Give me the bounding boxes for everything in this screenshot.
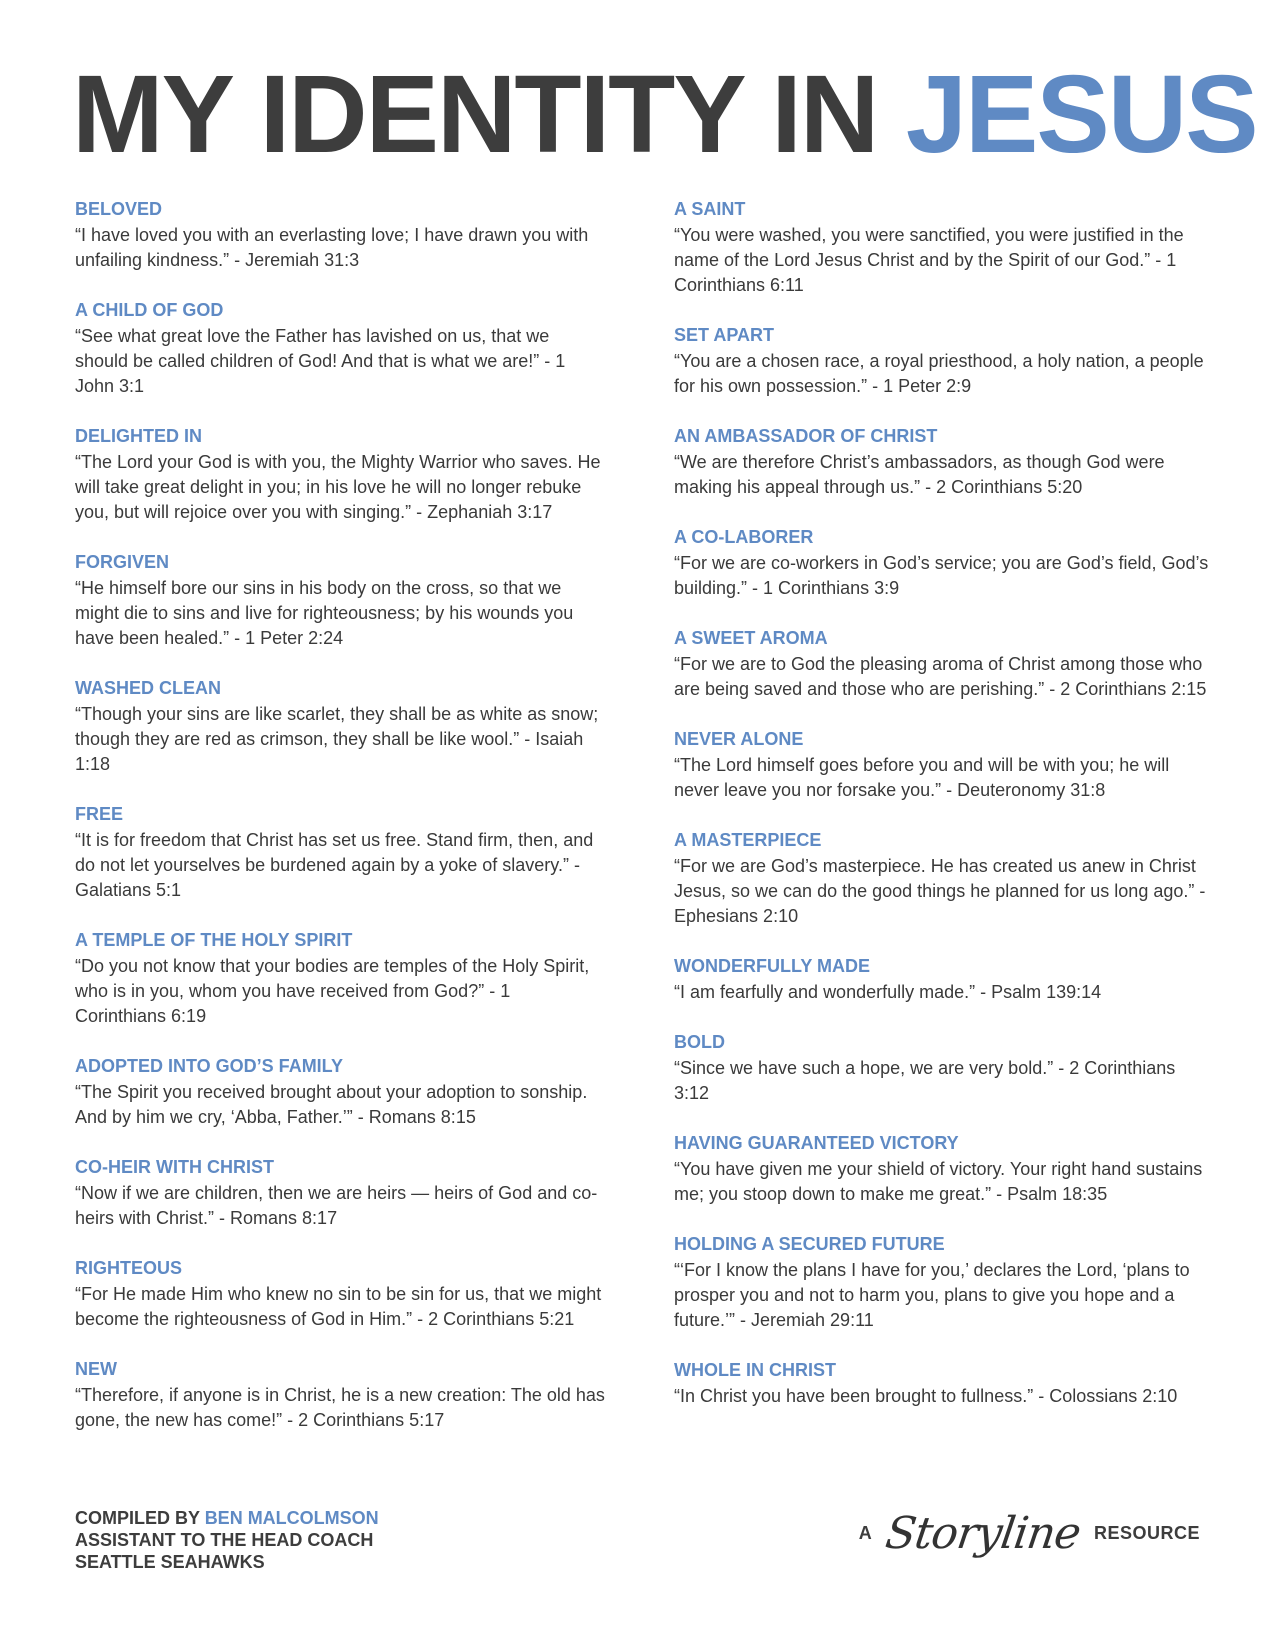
entry-verse: “For He made Him who knew no sin to be sin for us, that we might become the righteousness of God in Him.” - 2 Corinthians 5:21 <box>75 1284 602 1329</box>
identity-entry <box>75 300 605 399</box>
title-part-blue: JESUS <box>905 53 1257 176</box>
entry-heading: DELIGHTED IN <box>75 426 203 446</box>
entry-verse: “You were washed, you were sanctified, you were justified in the name of the Lord Jesus Christ and by the Spirit of our God.” - 1 Corinthians 6:11 <box>674 225 1184 295</box>
entry-verse: “‘For I know the plans I have for you,’ declares the Lord, ‘plans to prosper you and not to harm you, plans to give you hope and a future.’” - Jeremiah 29:11 <box>674 1260 1190 1330</box>
entry-verse: “Therefore, if anyone is in Christ, he is a new creation: The old has gone, the new has come!” - 2 Corinthians 5:17 <box>75 1385 605 1430</box>
entry-heading: ADOPTED INTO GOD’S FAMILY <box>75 1056 344 1076</box>
entry-heading: BELOVED <box>75 199 163 219</box>
entry-verse: “We are therefore Christ’s ambassadors, as though God were making his appeal through us.” - 2 Corinthians 5:20 <box>674 452 1165 497</box>
identity-entry <box>674 830 1214 929</box>
entry-heading: A CHILD OF GOD <box>75 300 224 320</box>
compiler-name: BEN MALCOLMSON <box>204 1508 379 1528</box>
entry-verse: “I have loved you with an everlasting love; I have drawn you with unfailing kindness.” - Jeremiah 31:3 <box>75 225 589 270</box>
entry-heading: A SWEET AROMA <box>674 628 828 648</box>
identity-entry <box>75 1359 605 1433</box>
page-title <box>72 53 1257 176</box>
credits-line-2: ASSISTANT TO THE HEAD COACH <box>75 1530 374 1550</box>
entry-verse: “For we are God’s masterpiece. He has created us anew in Christ Jesus, so we can do the good things he planned for us long ago.” - Ephesians 2:10 <box>674 856 1206 926</box>
entry-heading: AN AMBASSADOR OF CHRIST <box>674 426 938 446</box>
entry-verse: “Do you not know that your bodies are temples of the Holy Spirit, who is in you, whom you have received from God?” - 1 Corinthians 6:19 <box>75 956 590 1026</box>
entry-verse: “You have given me your shield of victory. Your right hand sustains me; you stoop down to make me great.” - Psalm 18:35 <box>674 1159 1203 1204</box>
identity-entry <box>674 325 1214 399</box>
entry-verse: “In Christ you have been brought to fullness.” - Colossians 2:10 <box>674 1386 1178 1406</box>
entry-verse: “The Lord your God is with you, the Mighty Warrior who saves. He will take great delight in you; in his love he will no longer rebuke you, but will rejoice over you with singing.” - Zephaniah 3:17 <box>75 452 601 522</box>
identity-entry <box>674 199 1214 298</box>
identity-entry <box>75 1157 605 1231</box>
identity-entry <box>75 678 605 777</box>
identity-entry <box>75 426 605 525</box>
title-part-dark: MY IDENTITY IN <box>72 53 906 176</box>
entry-verse: “The Lord himself goes before you and will be with you; he will never leave you nor forsake you.” - Deuteronomy 31:8 <box>674 755 1170 800</box>
entry-heading: NEW <box>75 1359 117 1379</box>
entry-verse: “You are a chosen race, a royal priesthood, a holy nation, a people for his own possession.” - 1 Peter 2:9 <box>674 351 1204 396</box>
entry-heading: FORGIVEN <box>75 552 170 572</box>
entry-heading: A MASTERPIECE <box>674 830 822 850</box>
identity-entry <box>75 1056 605 1130</box>
entry-heading: WONDERFULLY MADE <box>674 956 871 976</box>
identity-entry <box>674 628 1214 702</box>
entry-verse: “Since we have such a hope, we are very bold.” - 2 Corinthians 3:12 <box>674 1058 1176 1103</box>
entry-verse: “It is for freedom that Christ has set us free. Stand firm, then, and do not let yourselves be burdened again by a yoke of slavery.” - Galatians 5:1 <box>75 830 594 900</box>
entry-heading: BOLD <box>674 1032 725 1052</box>
entry-verse: “The Spirit you received brought about your adoption to sonship. And by him we cry, ‘Abba, Father.’” - Romans 8:15 <box>75 1082 588 1127</box>
entry-verse: “I am fearfully and wonderfully made.” - Psalm 139:14 <box>674 982 1102 1002</box>
entry-heading: FREE <box>75 804 124 824</box>
brand-prefix: A <box>858 1523 873 1543</box>
entry-heading: A TEMPLE OF THE HOLY SPIRIT <box>75 930 353 950</box>
storyline-logo: Storyline <box>882 1508 1084 1559</box>
identity-entry <box>75 1258 605 1332</box>
entry-verse: “Now if we are children, then we are heirs — heirs of God and co-heirs with Christ.” - Romans 8:17 <box>75 1183 598 1228</box>
identity-entry <box>75 552 605 651</box>
identity-entry <box>75 804 605 903</box>
entry-heading: HOLDING A SECURED FUTURE <box>674 1234 945 1254</box>
entry-verse: “See what great love the Father has lavished on us, that we should be called children of God! And that is what we are!” - 1 John 3:1 <box>75 326 566 396</box>
entry-heading: WASHED CLEAN <box>75 678 222 698</box>
identity-entry <box>674 426 1214 500</box>
identity-entry <box>674 527 1214 601</box>
entry-heading: A SAINT <box>674 199 746 219</box>
identity-entry <box>674 1234 1214 1333</box>
entry-heading: SET APART <box>674 325 775 345</box>
left-column <box>75 199 605 1460</box>
compiled-by-label: COMPILED BY <box>75 1508 205 1528</box>
identity-entry <box>674 956 1214 1005</box>
identity-entry <box>674 1032 1214 1106</box>
identity-entry <box>674 729 1214 803</box>
credits-block <box>75 1507 379 1573</box>
credits-line-1 <box>75 1507 379 1529</box>
storyline-brand <box>859 1508 1200 1559</box>
identity-entry <box>674 1133 1214 1207</box>
entry-verse: “Though your sins are like scarlet, they shall be as white as snow; though they are red as crimson, they shall be like wool.” - Isaiah 1:18 <box>75 704 599 774</box>
credits-line-3: SEATTLE SEAHAWKS <box>75 1552 265 1572</box>
entry-heading: NEVER ALONE <box>674 729 804 749</box>
entry-heading: A CO-LABORER <box>674 527 814 547</box>
entry-verse: “For we are co-workers in God’s service; you are God’s field, God’s building.” - 1 Corinthians 3:9 <box>674 553 1209 598</box>
entry-heading: WHOLE IN CHRIST <box>674 1360 836 1380</box>
identity-entry <box>674 1360 1214 1409</box>
brand-suffix: RESOURCE <box>1093 1523 1200 1543</box>
entry-verse: “For we are to God the pleasing aroma of Christ among those who are being saved and those who are perishing.” - 2 Corinthians 2:15 <box>674 654 1207 699</box>
entry-heading: HAVING GUARANTEED VICTORY <box>674 1133 959 1153</box>
entry-heading: CO-HEIR WITH CHRIST <box>75 1157 274 1177</box>
entry-heading: RIGHTEOUS <box>75 1258 183 1278</box>
right-column <box>674 199 1214 1436</box>
identity-entry <box>75 199 605 273</box>
entry-verse: “He himself bore our sins in his body on the cross, so that we might die to sins and live for righteousness; by his wounds you have been healed.” - 1 Peter 2:24 <box>75 578 574 648</box>
identity-entry <box>75 930 605 1029</box>
